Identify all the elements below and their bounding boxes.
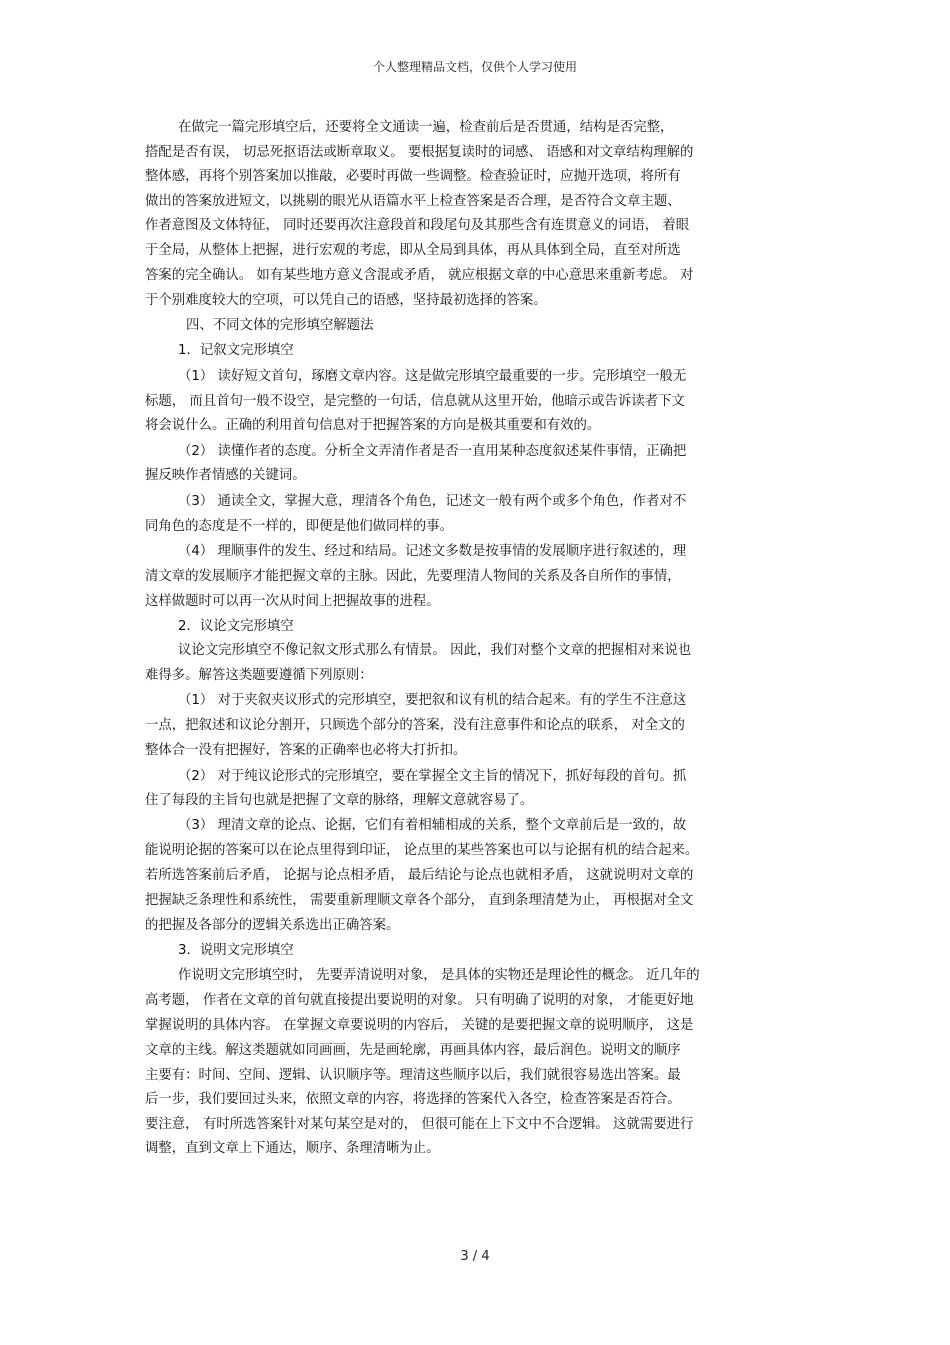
text-line: 要注意， 有时所选答案针对某句某空是对的， 但很可能在上下文中不合逻辑。 这就需要进行	[145, 1117, 694, 1132]
text-line: 作者意图及文体特征， 同时还要再次注意段首和段尾句及其那些含有连贯意义的词语， 着眼	[145, 218, 690, 233]
text-line: 一点，把叙述和议论分割开，只顾选个部分的答案，没有注意事件和论点的联系， 对全文的	[145, 718, 685, 733]
text-line: （3） 通读全文，掌握大意，理清各个角色，记述文一般有两个或多个角色，作者对不	[178, 494, 687, 509]
text-line: 议论文完形填空不像记叙文形式那么有情景。 因此，我们对整个文章的把握相对来说也	[178, 643, 692, 658]
text-line: 掌握说明的具体内容。 在掌握文章要说明的内容后， 关键的是要把握文章的说明顺序， 这是	[145, 1018, 694, 1033]
text-line: 答案的完全确认。 如有某些地方意义含混或矛盾， 就应根据文章的中心意思来重新考虑。 对	[145, 268, 694, 283]
text-line: 后一步，我们要回过头来，依照文章的内容，将选择的答案代入各空，检查答案是否符合。	[145, 1092, 681, 1107]
text-line: 于个别难度较大的空项，可以凭自己的语感，坚持最初选择的答案。	[145, 293, 547, 308]
page-number: 3 / 4	[460, 1249, 490, 1264]
text-line: （4） 理顺事件的发生、经过和结局。记述文多数是按事情的发展顺序进行叙述的，理	[178, 544, 687, 559]
text-line: （2） 对于纯议论形式的完形填空，要在掌握全文主旨的情况下，抓好每段的首句。抓	[178, 769, 687, 784]
text-line: 1．记叙文完形填空	[178, 343, 294, 358]
text-line: 住了每段的主旨句也就是把握了文章的脉络，理解文意就容易了。	[145, 793, 534, 808]
text-line: 高考题， 作者在文章的首句就直接提出要说明的对象。 只有明确了说明的对象， 才能更好地	[145, 993, 694, 1008]
text-line: 整体感，再将个别答案加以推敲，必要时再做一些调整。检查验证时，应抛开选项，将所有	[145, 169, 681, 184]
text-line: 在做完一篇完形填空后，还要将全文通读一遍，检查前后是否贯通，结构是否完整，	[178, 120, 674, 135]
text-line: 四、不同文体的完形填空解题法	[186, 318, 374, 333]
text-line: 文章的主线。解这类题就如同画画，先是画轮廓，再画具体内容，最后润色。说明文的顺序	[145, 1043, 681, 1058]
text-line: 的把握及各部分的逻辑关系选出正确答案。	[145, 918, 400, 933]
text-line: 做出的答案放进短文，以挑剔的眼光从语篇水平上检查答案是否合理，是否符合文章主题、	[145, 194, 681, 209]
text-line: 主要有：时间、空间、逻辑、认识顺序等。理清这些顺序以后，我们就很容易选出答案。最	[145, 1068, 681, 1083]
text-line: 作说明文完形填空时， 先要弄清说明对象， 是具体的实物还是理论性的概念。 近几年的	[178, 968, 700, 983]
text-line: 难得多。解答这类题要遵循下列原则：	[145, 668, 373, 683]
text-line: 调整，直到文章上下通达，顺序、条理清晰为止。	[145, 1141, 440, 1156]
text-line: 能说明论据的答案可以在论点里得到印证， 论点里的某些答案也可以与论据有机的结合起来。	[145, 843, 699, 858]
page-header: 个人整理精品文档，仅供个人学习使用	[372, 60, 577, 74]
text-line: 若所选答案前后矛盾， 论据与论点相矛盾， 最后结论与论点也就相矛盾， 这就说明对文章的	[145, 868, 694, 883]
text-line: 同角色的态度是不一样的，即便是他们做同样的事。	[145, 519, 453, 534]
text-line: 握反映作者情感的关键词。	[145, 468, 306, 483]
text-line: 3．说明文完形填空	[178, 943, 294, 958]
text-line: 清文章的发展顺序才能把握文章的主脉。因此，先要理清人物间的关系及各自所作的事情，	[145, 569, 681, 584]
text-line: 整体合一没有把握好，答案的正确率也必将大打折扣。	[145, 743, 467, 758]
text-line: 搭配是否有误， 切忌死抠语法或断章取义。 要根据复读时的词感、 语感和对文章结构理解的	[145, 145, 694, 160]
text-line: 标题， 而且首句一般不设空，是完整的一句话，信息就从这里开始，他暗示或告诉读者下文	[145, 394, 685, 409]
text-line: （1） 对于夹叙夹议形式的完形填空，要把叙和议有机的结合起来。有的学生不注意这	[178, 693, 687, 708]
text-line: 将会说什么。正确的利用首句信息对于把握答案的方向是极其重要和有效的。	[145, 418, 601, 433]
text-line: （1） 读好短文首句，琢磨文章内容。这是做完形填空最重要的一步。完形填空一般无	[178, 369, 687, 384]
text-line: 把握缺乏条理性和系统性， 需要重新理顺文章各个部分， 直到条理清楚为止， 再根据对全文	[145, 893, 694, 908]
text-line: 2．议论文完形填空	[178, 619, 294, 634]
text-line: （2） 读懂作者的态度。分析全文弄清作者是否一直用某种态度叙述某件事情，正确把	[178, 444, 687, 459]
text-line: （3） 理清文章的论点、论据，它们有着相辅相成的关系，整个文章前后是一致的，故	[178, 818, 687, 833]
text-line: 这样做题时可以再一次从时间上把握故事的进程。	[145, 594, 440, 609]
text-line: 于全局，从整体上把握，进行宏观的考虑，即从全局到具体，再从具体到全局，直至对所选	[145, 243, 681, 258]
